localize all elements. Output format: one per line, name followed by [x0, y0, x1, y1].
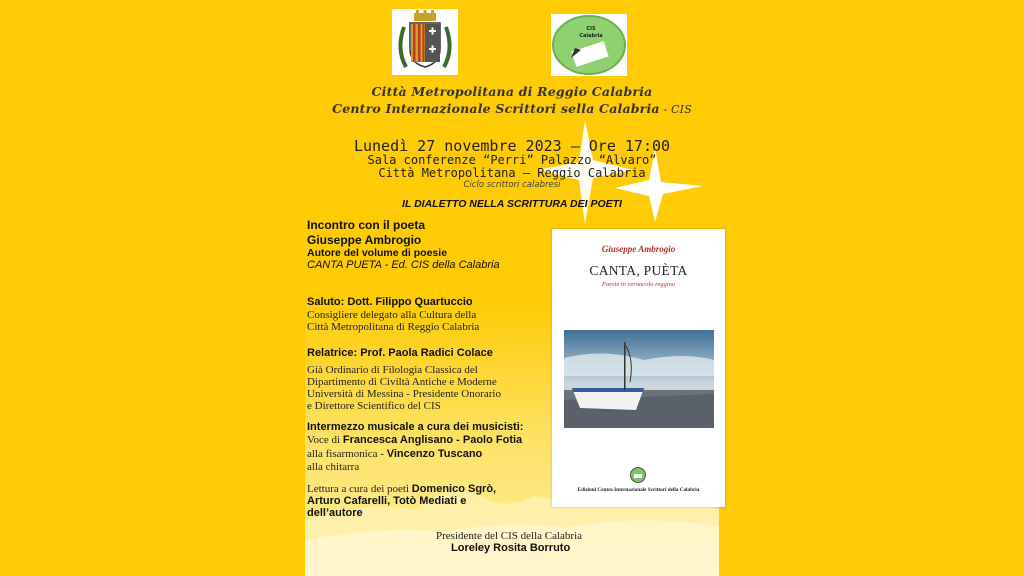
poet-name: Giuseppe Ambrogio	[307, 233, 422, 247]
header-center	[305, 101, 719, 116]
header-center-main: Centro Internazionale Scrittori sella Calabria	[332, 101, 660, 116]
event-series: Ciclo scrittori calabresi	[463, 180, 561, 190]
book-publisher: - Ed. CIS della Calabria	[381, 259, 500, 271]
author-of: Autore del volume di poesie	[307, 247, 448, 259]
relatrice-desc-1: Già Ordinario di Filologia Classica del	[307, 364, 478, 376]
relatrice-desc-3: Università di Messina - Presidente Onorario	[307, 388, 501, 400]
coat-of-arms-logo	[392, 9, 458, 75]
lettura-names-2: Arturo Cafarelli, Totò Mediati e	[307, 495, 467, 507]
relatrice-desc-4: e Direttore Scientifico del CIS	[307, 400, 441, 412]
lettura-label: Lettura a cura dei poeti	[307, 483, 412, 495]
intermezzo-fisarmonica	[307, 448, 482, 460]
event-theme: IL DIALETTO NELLA SCRITTURA DEI POETI	[402, 198, 622, 210]
intermezzo-voce	[307, 434, 522, 446]
presidente-name: Loreley Rosita Borruto	[451, 542, 571, 554]
intermezzo-chitarra: alla chitarra	[307, 461, 360, 473]
cover-photo-boat	[564, 330, 714, 428]
event-poster	[305, 0, 719, 576]
fisa-label: alla fisarmonica -	[307, 448, 387, 460]
relatrice-desc-2: Dipartimento di Civiltà Antiche e Moderne	[307, 376, 497, 388]
lettura-names-1: Domenico Sgrò,	[411, 483, 497, 495]
event-date: Lunedì 27 novembre 2023 – Ore 17:00	[353, 137, 671, 155]
cover-publisher: Edizioni Centro Internazionale Scrittori della Calabria	[577, 487, 700, 493]
saluto-title: Saluto: Dott. Filippo Quartuccio	[307, 296, 473, 308]
fisa-name: Vincenzo Tuscano	[386, 448, 483, 460]
lettura-line-1	[307, 483, 496, 495]
cover-author: Giuseppe Ambrogio	[601, 244, 676, 254]
cis-logo	[551, 14, 627, 76]
event-venue: Sala conferenze “Perri” Palazzo “Alvaro”	[367, 153, 657, 167]
meeting-intro: Incontro con il poeta	[307, 218, 426, 232]
cover-subtitle: Poesie in vernacolo reggino	[601, 281, 676, 288]
cover-title: CANTA, PUÈTA	[589, 263, 688, 278]
header-city: Città Metropolitana di Reggio Calabria	[371, 84, 653, 99]
book-line	[307, 259, 500, 271]
book-cover	[552, 229, 725, 507]
lettura-names-3: dell’autore	[307, 507, 363, 519]
voce-label: Voce di	[307, 434, 343, 446]
relatrice-title: Relatrice: Prof. Paola Radici Colace	[307, 347, 493, 359]
saluto-role-2: Città Metropolitana di Reggio Calabria	[307, 321, 480, 333]
header-center-suffix: - CIS	[659, 103, 692, 116]
event-city: Città Metropolitana – Reggio Calabria	[378, 166, 646, 180]
book-title: CANTA PUETA	[307, 259, 382, 271]
intermezzo-title: Intermezzo musicale a cura dei musicisti:	[307, 421, 524, 433]
presidente-label: Presidente del CIS della Calabria	[436, 530, 583, 542]
voce-names: Francesca Anglisano - Paolo Fotia	[342, 434, 523, 446]
cover-publisher-logo	[630, 467, 646, 483]
saluto-role-1: Consigliere delegato alla Cultura della	[307, 309, 477, 321]
cis-logo-text: CIS Calabria	[579, 26, 603, 39]
